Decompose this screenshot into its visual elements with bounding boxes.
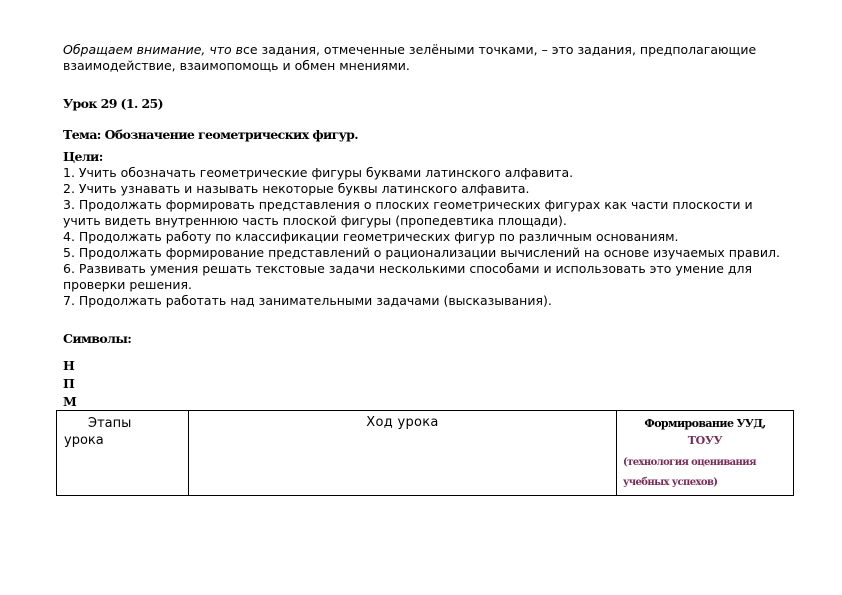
lesson-topic: Тема: Обозначение геометрических фигур. — [63, 127, 359, 142]
goal-item: 3. Продолжать формировать представления о плоских геометрических фигурах как части плоскости и учить видеть внутреннюю часть плоской фигуры (пропедевтика площади). — [63, 197, 753, 228]
course-label: Ход урока — [366, 415, 439, 430]
goals-heading: Цели: — [63, 149, 103, 164]
intro-note-italic: Обращаем внимание, что в — [63, 42, 244, 57]
symbol-n: Н — [63, 358, 75, 373]
uud-toou: ТОУУ — [687, 434, 723, 447]
course-cell — [189, 411, 617, 496]
lesson-title: Урок 29 (1. 25) — [63, 96, 163, 111]
symbol-p: П — [63, 376, 75, 391]
lesson-plan-table — [56, 410, 794, 496]
stage-label-line1: Этапы — [88, 416, 132, 431]
goal-item: 2. Учить узнавать и называть некоторые буквы латинского алфавита. — [63, 181, 530, 196]
symbols-heading: Символы: — [63, 331, 132, 346]
goal-item: 1. Учить обозначать геометрические фигуры буквами латинского алфавита. — [63, 165, 574, 180]
table-row — [57, 411, 794, 496]
goal-item: 4. Продолжать работу по классификации геометрических фигур по различным основаниям. — [63, 229, 679, 244]
stage-label-line2: урока — [64, 433, 104, 448]
uud-technology: (технология оценивания учебных успехов) — [623, 457, 756, 488]
stage-cell — [57, 411, 189, 496]
symbol-m: М — [63, 394, 77, 409]
intro-note — [63, 42, 783, 74]
goal-item: 7. Продолжать работать над занимательными задачами (высказывания). — [63, 293, 552, 308]
goal-item: 6. Развивать умения решать текстовые задачи несколькими способами и использовать это умение для проверки решения. — [63, 261, 753, 292]
intro-note-text: се задания, отмеченные зелёными точками, – это задания, предполагающие взаимодействие, взаимопомощь и обмен мнениями. — [63, 42, 757, 73]
goals-list — [63, 165, 783, 309]
uud-cell — [617, 411, 794, 496]
goal-item: 5. Продолжать формирование представлений о рационализации вычислений на основе изучаемых правил. — [63, 245, 780, 260]
uud-title: Формирование УУД, — [644, 417, 766, 430]
